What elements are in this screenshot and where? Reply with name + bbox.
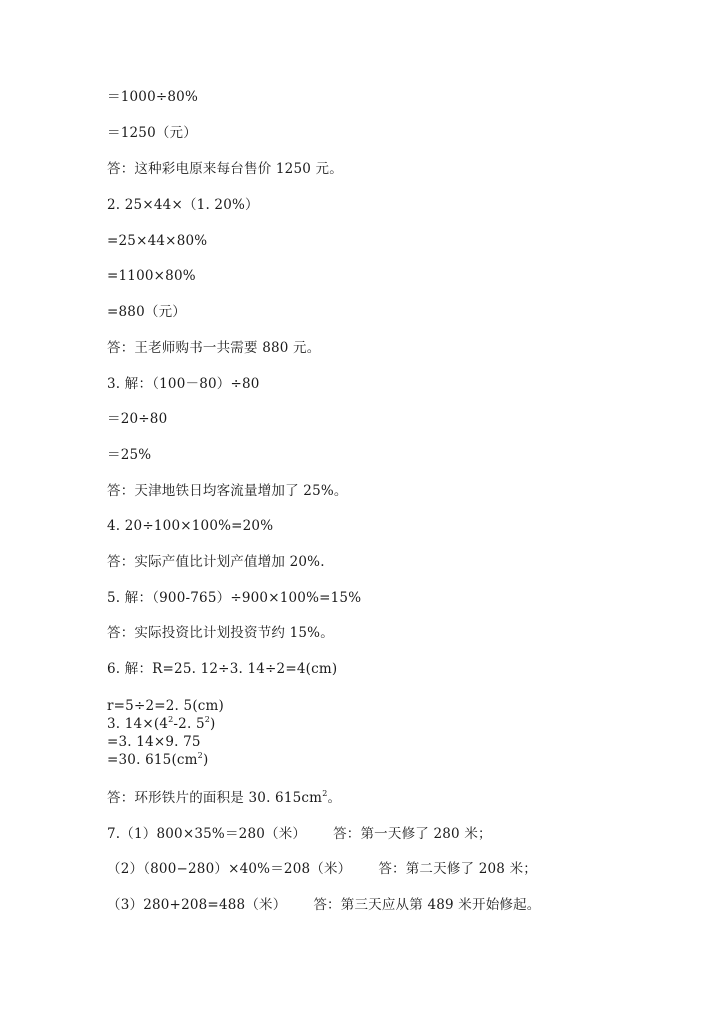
text-line: （2）（800−280）×40%＝208（米） 答：第二天修了 208 米； bbox=[107, 861, 537, 877]
text-line: r=5÷2=2. 5(cm) bbox=[107, 698, 225, 714]
text-line: =880（元） bbox=[107, 304, 186, 320]
answer-line: 答：环形铁片的面积是 30. $615cm^2$。 bbox=[107, 789, 342, 806]
text-line: 答：王老师购书一共需要 880 元。 bbox=[107, 340, 321, 356]
text-line: 答：这种彩电原来每台售价 1250 元。 bbox=[107, 161, 343, 177]
text-line: 答：天津地铁日均客流量增加了 25%。 bbox=[107, 483, 348, 499]
text-line: =3. 14×9. 75 bbox=[107, 734, 201, 750]
text-line: =1100×80% bbox=[107, 268, 196, 284]
text-line: =25×44×80% bbox=[107, 233, 208, 249]
text-line: 3. 解：（100－80）÷80 bbox=[107, 376, 260, 392]
text-line: 6. 解：R=25. 12÷3. 14÷2=4(cm) bbox=[107, 661, 338, 677]
formula-line: 3. $14\times(4^2-2$. $5^2$) bbox=[107, 715, 216, 732]
text-line: 4. 20÷100×100%=20% bbox=[107, 518, 274, 534]
text-line: 2. 25×44×（1. 20%） bbox=[107, 197, 259, 213]
text-line: ＝1000÷80% bbox=[107, 89, 198, 105]
text-line: 答：实际投资比计划投资节约 15%。 bbox=[107, 625, 334, 641]
text-line: ＝1250（元） bbox=[107, 125, 197, 141]
text-line: ＝25% bbox=[107, 447, 152, 463]
text-line: ＝20÷80 bbox=[107, 411, 168, 427]
text-line: （3）280+208=488（米） 答：第三天应从第 489 米开始修起。 bbox=[107, 897, 541, 913]
text-line: 答：实际产值比计划产值增加 20%. bbox=[107, 554, 325, 570]
text-line: 7.（1）800×35%＝280（米） 答：第一天修了 280 米； bbox=[107, 826, 492, 842]
text-line: 5. 解：（900-765）÷900×100%=15% bbox=[107, 590, 362, 606]
formula-line: =30. $615(cm^2)$ bbox=[107, 751, 209, 768]
